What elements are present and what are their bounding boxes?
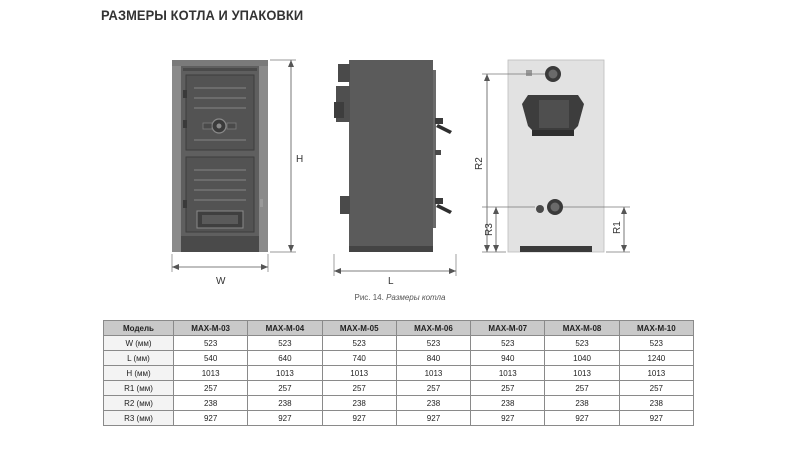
column-header: MAX-M-06 <box>396 321 470 336</box>
table-cell: 523 <box>396 336 470 351</box>
table-cell: 238 <box>619 396 693 411</box>
table-cell: 523 <box>248 336 322 351</box>
row-header: R3 (мм) <box>104 411 174 426</box>
table-cell: 1013 <box>619 366 693 381</box>
back-panel <box>508 60 604 252</box>
figure-caption <box>0 293 800 302</box>
table-cell: 523 <box>619 336 693 351</box>
table-cell: 540 <box>174 351 248 366</box>
table-row <box>104 336 694 351</box>
table-row <box>104 381 694 396</box>
table-cell: 927 <box>174 411 248 426</box>
table-cell: 1013 <box>396 366 470 381</box>
width-label: W <box>216 276 226 287</box>
row-header: H (мм) <box>104 366 174 381</box>
caption-text: Размеры котла <box>386 293 446 302</box>
table-row <box>104 366 694 381</box>
table-cell: 238 <box>471 396 545 411</box>
table-cell: 1013 <box>248 366 322 381</box>
table-cell: 523 <box>471 336 545 351</box>
table-cell: 1240 <box>619 351 693 366</box>
table-cell: 1013 <box>322 366 396 381</box>
table-cell: 257 <box>471 381 545 396</box>
side-body <box>349 60 433 252</box>
table-cell: 238 <box>545 396 619 411</box>
column-header: Модель <box>104 321 174 336</box>
table-row <box>104 411 694 426</box>
table-cell: 257 <box>248 381 322 396</box>
table-cell: 840 <box>396 351 470 366</box>
upper-door <box>186 75 254 150</box>
back-view <box>482 60 630 252</box>
table-cell: 238 <box>396 396 470 411</box>
column-header: MAX-M-04 <box>248 321 322 336</box>
table-cell: 257 <box>619 381 693 396</box>
table-cell: 640 <box>248 351 322 366</box>
table-cell: 927 <box>248 411 322 426</box>
table-cell: 238 <box>174 396 248 411</box>
r1-label: R1 <box>612 221 623 234</box>
table-cell: 523 <box>322 336 396 351</box>
table-cell: 927 <box>322 411 396 426</box>
row-header: L (мм) <box>104 351 174 366</box>
column-header: MAX-M-03 <box>174 321 248 336</box>
column-header: MAX-M-08 <box>545 321 619 336</box>
row-header: W (мм) <box>104 336 174 351</box>
table-cell: 927 <box>619 411 693 426</box>
side-view <box>334 60 456 276</box>
table-cell: 1013 <box>174 366 248 381</box>
table-cell: 1040 <box>545 351 619 366</box>
column-header: MAX-M-05 <box>322 321 396 336</box>
table-cell: 740 <box>322 351 396 366</box>
table-cell: 927 <box>471 411 545 426</box>
front-view <box>172 60 296 272</box>
table-cell: 927 <box>545 411 619 426</box>
table-header-row <box>104 321 694 336</box>
row-header: R1 (мм) <box>104 381 174 396</box>
table-cell: 940 <box>471 351 545 366</box>
page-title: РАЗМЕРЫ КОТЛА И УПАКОВКИ <box>101 7 304 23</box>
table-cell: 523 <box>545 336 619 351</box>
table-cell: 238 <box>248 396 322 411</box>
table-cell: 257 <box>396 381 470 396</box>
length-label: L <box>388 276 394 287</box>
dimensions-table <box>103 320 694 426</box>
table-cell: 257 <box>545 381 619 396</box>
r3-label: R3 <box>484 223 495 236</box>
column-header: MAX-M-10 <box>619 321 693 336</box>
r2-label: R2 <box>474 157 485 170</box>
table-row <box>104 396 694 411</box>
height-label: H <box>296 154 304 165</box>
table-cell: 257 <box>174 381 248 396</box>
table-cell: 238 <box>322 396 396 411</box>
caption-prefix: Рис. 14. <box>354 293 384 302</box>
table-cell: 523 <box>174 336 248 351</box>
table-cell: 257 <box>322 381 396 396</box>
table-row <box>104 351 694 366</box>
table-cell: 1013 <box>545 366 619 381</box>
table-cell: 1013 <box>471 366 545 381</box>
table-cell: 927 <box>396 411 470 426</box>
row-header: R2 (мм) <box>104 396 174 411</box>
column-header: MAX-M-07 <box>471 321 545 336</box>
